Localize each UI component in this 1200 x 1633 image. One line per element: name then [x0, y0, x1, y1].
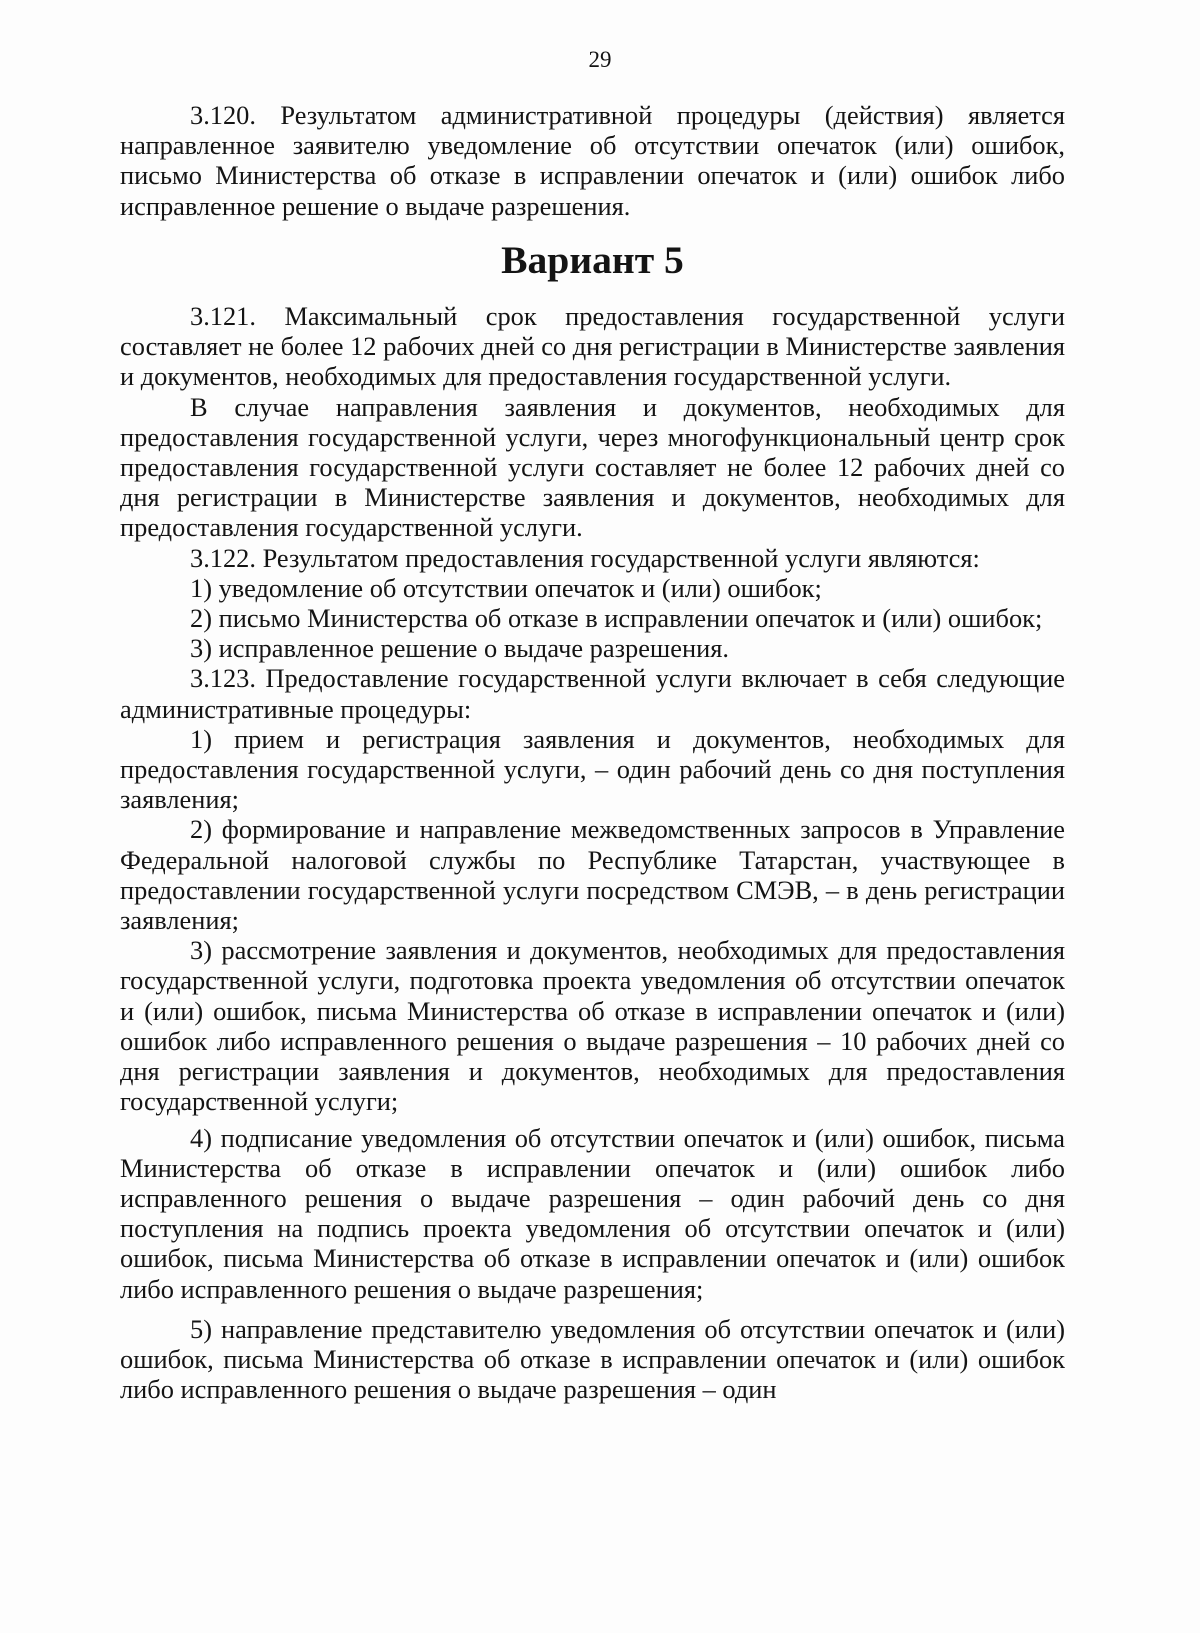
- list-item-procedure-3: 3) рассмотрение заявления и документов, необходимых для предоставления государственной услуги, подготовка проекта уведомления об отсутствии опечаток и (или) ошибок, письма Министерства об отказе в исправлении опечаток и (или) ошибок либо исправленного решения о выдаче разрешения – 10 рабочих дней со дня регистрации заявления и документов, необходимых для предоставления государственной услуги;: [120, 935, 1065, 1117]
- list-item-procedure-2: 2) формирование и направление межведомственных запросов в Управление Федеральной налоговой службы по Республике Татарстан, участвующее в предоставлении государственной услуги посредством СМЭВ, – в день регистрации заявления;: [120, 814, 1065, 936]
- list-item-procedure-4: 4) подписание уведомления об отсутствии опечаток и (или) ошибок, письма Министерства об отказе в исправлении опечаток и (или) ошибок либо исправленного решения о выдаче разрешения – один рабочий день со дня поступления на подпись проекта уведомления об отсутствии опечаток и (или) ошибок, письма Министерства об отказе в исправлении опечаток и (или) ошибок либо исправленного решения о выдаче разрешения;: [120, 1122, 1065, 1304]
- paragraph-3-120: 3.120. Результатом административной процедуры (действия) является направленное заявителю уведомление об отсутствии опечаток (или) ошибок, письмо Министерства об отказе в исправлении опечаток и (или) ошибок либо исправленное решение о выдаче разрешения.: [120, 100, 1065, 221]
- paragraph-3-123: 3.123. Предоставление государственной услуги включает в себя следующие административные процедуры:: [120, 663, 1065, 724]
- list-item-procedure-1: 1) прием и регистрация заявления и документов, необходимых для предоставления государственной услуги, – один рабочий день со дня поступления заявления;: [120, 723, 1065, 815]
- section-heading-variant-5: Вариант 5: [501, 237, 684, 282]
- paragraph-3-122: 3.122. Результатом предоставления государственной услуги являются:: [190, 542, 980, 573]
- paragraph-mfc-term: В случае направления заявления и документов, необходимых для предоставления государственной услуги, через многофункциональный центр срок предоставления государственной услуги составляет не более 12 рабочих дней со дня регистрации в Министерстве заявления и документов, необходимых для предоставления государственной услуги.: [120, 391, 1065, 543]
- list-item-result-1: 1) уведомление об отсутствии опечаток и (или) ошибок;: [190, 572, 822, 603]
- list-item-result-2: 2) письмо Министерства об отказе в исправлении опечаток и (или) ошибок;: [190, 603, 1043, 634]
- list-item-result-3: 3) исправленное решение о выдаче разрешения.: [190, 633, 729, 664]
- document-body: [120, 100, 1065, 1404]
- paragraph-3-121: 3.121. Максимальный срок предоставления государственной услуги составляет не более 12 рабочих дней со дня регистрации в Министерстве заявления и документов, необходимых для предоставления государственной услуги.: [120, 301, 1065, 392]
- list-item-procedure-5: 5) направление представителю уведомления об отсутствии опечаток и (или) ошибок, письма Министерства об отказе в исправлении опечаток и (или) ошибок либо исправленного решения о выдаче разрешения – один: [120, 1313, 1065, 1405]
- page-number: 29: [588, 47, 612, 72]
